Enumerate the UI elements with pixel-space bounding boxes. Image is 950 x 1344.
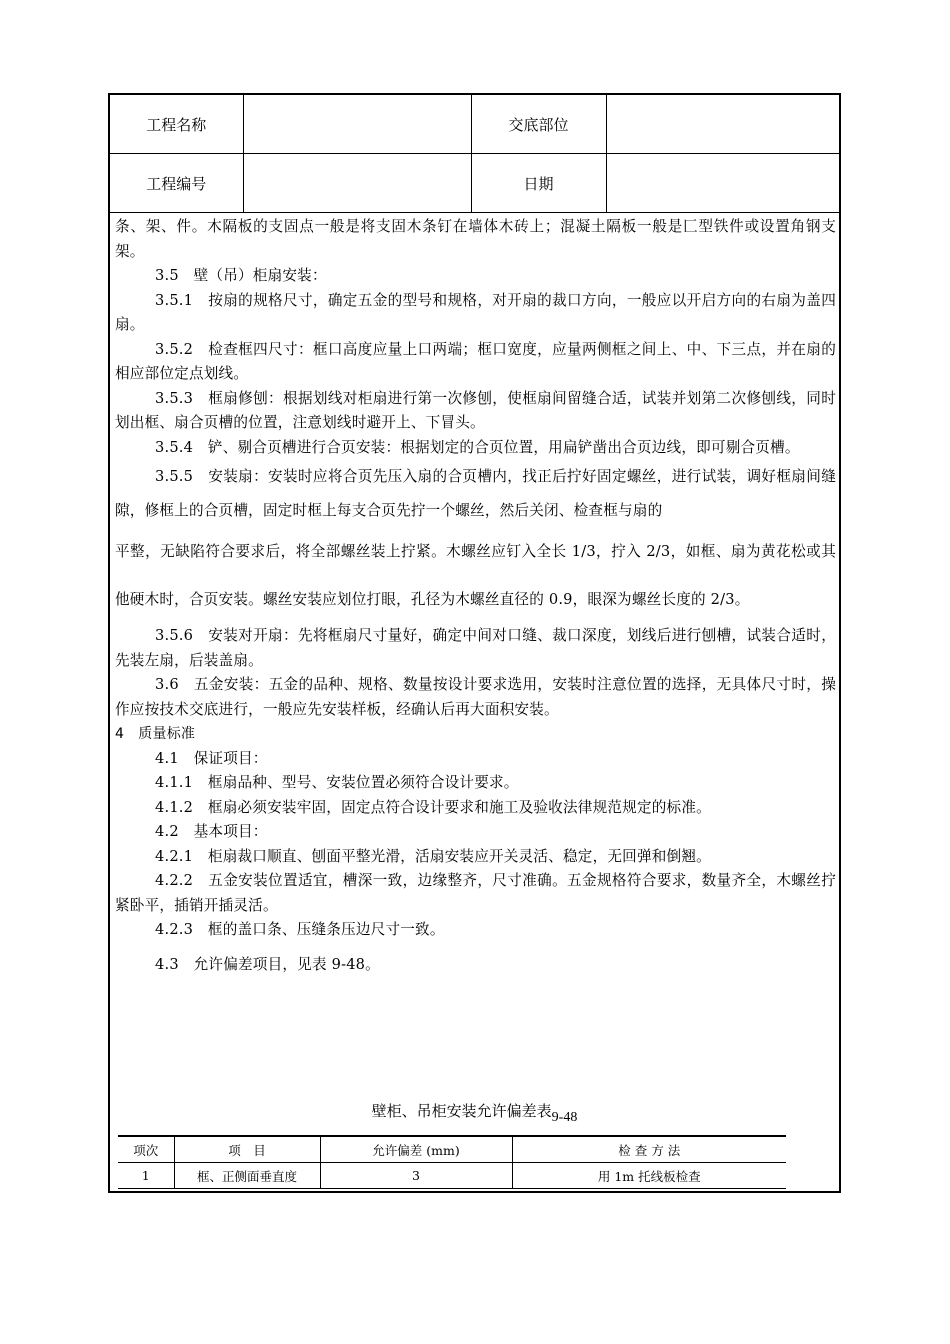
paragraph: 4.2.2 五金安装位置适宜，槽深一致，边缘整齐，尺寸准确。五金规格符合要求，数量齐全，木螺丝拧紧卧平，插销开插灵活。 [115, 872, 836, 914]
deviation-table [118, 1135, 786, 1189]
paragraph: 3.5.2 检查框四尺寸：框口高度应量上口两端；框口宽度，应量两侧框之间上、中、下三点，并在扇的相应部位定点划线。 [115, 340, 836, 382]
paragraph: 3.6 五金安装：五金的品种、规格、数量按设计要求选用，安装时注意位置的选择，无具体尺寸时，操作应按技术交底进行，一般应先安装样板，经确认后再大面积安装。 [115, 676, 836, 718]
table-cell: 框、正侧面垂直度 [174, 1163, 320, 1189]
paragraph: 4.1.1 框扇品种、型号、安装位置必须符合设计要求。 [155, 774, 519, 791]
table-header-cell: 检 查 方 法 [512, 1136, 786, 1163]
table-cell: 3 [320, 1163, 512, 1189]
paragraph: 3.5.6 安装对开扇：先将框扇尺寸量好，确定中间对口缝、裁口深度，划线后进行刨槽，试装合适时，先装左扇，后装盖扇。 [115, 627, 836, 669]
header-row [110, 95, 839, 154]
table-header-row [118, 1136, 786, 1163]
table-title-text: 壁柜、吊柜安装允许偏差表 [371, 1102, 552, 1120]
header-row [110, 154, 839, 213]
table-number: 9-48 [551, 1110, 578, 1125]
table-cell: 用 1m 托线板检查 [512, 1163, 786, 1189]
table-cell: 1 [118, 1163, 174, 1189]
paragraph: 4.3 允许偏差项目，见表 9-48。 [155, 955, 380, 973]
paragraph: 条、架、件。木隔板的支固点一般是将支固木条钉在墙体木砖上；混凝土隔板一般是匚型铁件或设置角钢支架。 [115, 218, 836, 260]
project-name-label: 工程名称 [110, 95, 243, 154]
paragraph: 3.5 壁（吊）柜扇安装： [155, 267, 327, 284]
handover-part-value [606, 95, 839, 154]
table-row [118, 1163, 786, 1189]
handover-part-label: 交底部位 [471, 95, 606, 154]
project-no-value [243, 154, 471, 213]
paragraph: 3.5.3 框扇修刨：根据划线对柜扇进行第一次修刨，使框扇间留缝合适，试装并划第二次修刨线，同时划出框、扇合页槽的位置，注意划线时避开上、下冒头。 [115, 389, 836, 431]
paragraph: 3.5.1 按扇的规格尺寸，确定五金的型号和规格，对开扇的裁口方向，一般应以开启方向的右扇为盖四扇。 [115, 291, 836, 333]
project-no-label: 工程编号 [110, 154, 243, 213]
project-name-value [243, 95, 471, 154]
paragraph: 4.1.2 框扇必须安装牢固，固定点符合设计要求和施工及验收法律规范规定的标准。 [155, 798, 711, 816]
section-heading: 4 质量标准 [115, 726, 196, 742]
paragraph: 3.5.5 安装扇：安装时应将合页先压入扇的合页槽内，找正后拧好固定螺丝，进行试装，调好框扇间缝隙，修框上的合页槽，固定时框上每支合页先拧一个螺丝，然后关闭、检查框与扇的 [115, 468, 836, 519]
table-title [110, 1100, 839, 1125]
table-header-cell: 允许偏差 (mm) [320, 1136, 512, 1163]
paragraph: 3.5.4 铲、剔合页槽进行合页安装：根据划定的合页位置，用扁铲凿出合页边线，即可剔合页槽。 [155, 438, 800, 456]
paragraph: 4.2.3 框的盖口条、压缝条压边尺寸一致。 [155, 921, 445, 938]
paragraph: 平整，无缺陷符合要求后，将全部螺丝装上拧紧。木螺丝应钉入全长 1/3，拧入 2/3，如框、扇为黄花松或其他硬木时，合页安装。螺丝安装应划位打眼，孔径为木螺丝直径的 0.9，眼深为螺丝长度的 2/3。 [115, 543, 836, 608]
document-body [115, 215, 836, 977]
paragraph: 4.2 基本项目： [155, 823, 268, 840]
document-frame [108, 93, 841, 1193]
table-header-cell: 项次 [118, 1136, 174, 1163]
paragraph: 4.1 保证项目： [155, 749, 268, 767]
header-table [110, 95, 839, 213]
date-value [606, 154, 839, 213]
date-label: 日期 [471, 154, 606, 213]
paragraph: 4.2.1 柜扇裁口顺直、刨面平整光滑，活扇安装应开关灵活、稳定，无回弹和倒翘。 [155, 847, 711, 865]
table-header-cell: 项 目 [174, 1136, 320, 1163]
